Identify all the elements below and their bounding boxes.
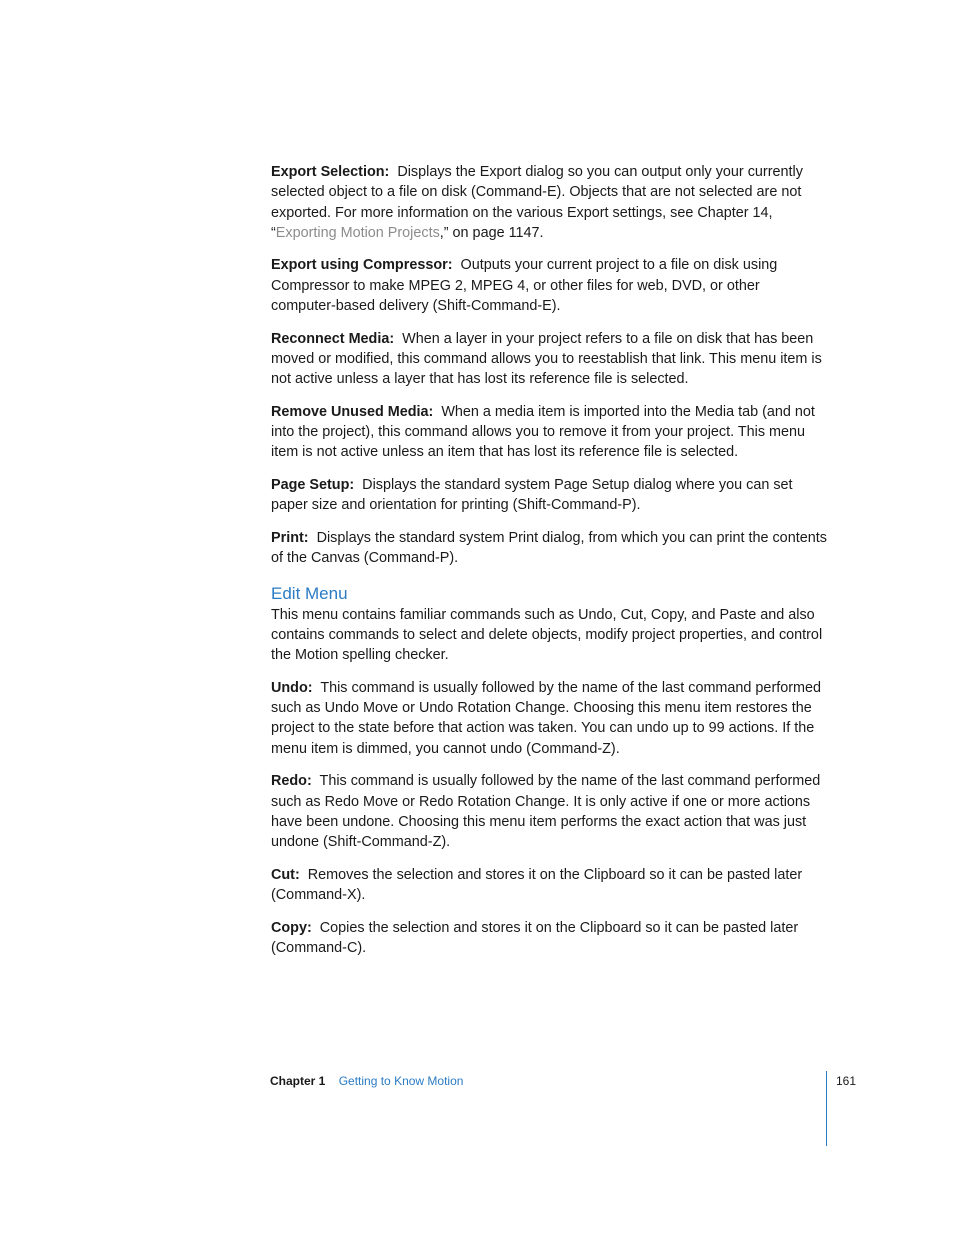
entry-term: Redo:	[271, 773, 312, 790]
entry-text: Displays the standard system Print dialog, from which you can print the contents of the Canvas (Command-P).	[271, 529, 827, 567]
entry-term: Export Selection:	[271, 164, 390, 180]
page-number: 161	[836, 1074, 857, 1088]
entry-term: Copy:	[271, 919, 312, 936]
entry-print	[271, 528, 827, 569]
entry-term: Remove Unused Media:	[271, 403, 434, 420]
entry-redo	[271, 771, 827, 852]
entry-text: When a layer in your project refers to a file on disk that has been moved or modified, this command allows you to reestablish that link. This menu item is not active unless a layer that has lost its reference file is selected.	[271, 330, 822, 388]
entry-page-setup	[271, 475, 827, 516]
entry-text: Outputs your current project to a file on disk using Compressor to make MPEG 2, MPEG 4, or other files for web, DVD, or other computer-based delivery (Shift-Command-E).	[271, 257, 778, 315]
entry-cut	[271, 865, 827, 906]
entry-export-using-compressor	[271, 255, 827, 316]
page-body	[271, 162, 827, 970]
entry-term: Reconnect Media:	[271, 330, 395, 347]
entry-text-after-link: ,” on page 1147.	[439, 224, 544, 241]
cross-reference-link[interactable]: Exporting Motion Projects	[275, 224, 440, 241]
section-heading: Edit Menu	[271, 583, 348, 603]
entry-undo	[271, 678, 827, 759]
entry-term: Export using Compressor:	[271, 257, 453, 274]
footer-chapter-title[interactable]: Getting to Know Motion	[338, 1074, 464, 1088]
entry-text: Displays the Export dialog so you can output only your currently selected object to a file on disk (Command-E). Objects that are not selected are not exported. For more information on the various Export settings, see Chapter 14, “	[271, 164, 803, 241]
entry-copy	[271, 918, 827, 959]
entry-term: Cut:	[271, 866, 300, 883]
entry-reconnect-media	[271, 329, 827, 390]
entry-export-selection	[271, 162, 827, 243]
entry-remove-unused-media	[271, 402, 827, 463]
entry-text: This command is usually followed by the name of the last command performed such as Redo Move or Redo Rotation Change. It is only active if one or more actions have been undone. Choosing this menu item performs the exact action that was just undone (Shift-Command-Z).	[271, 773, 821, 851]
entry-term: Page Setup:	[271, 477, 355, 494]
entry-text: This command is usually followed by the name of the last command performed such as Undo Move or Undo Rotation Change. Choosing this menu item restores the project to the state before that action was taken. You can undo up to 99 actions. If the menu item is dimmed, you cannot undo (Command-Z).	[271, 679, 822, 757]
entry-term: Print:	[271, 529, 309, 546]
footer-divider	[826, 1071, 827, 1146]
footer-chapter-label: Chapter 1	[270, 1074, 326, 1088]
entry-text: Removes the selection and stores it on the Clipboard so it can be pasted later (Command-X).	[271, 866, 803, 903]
entry-term: Undo:	[271, 679, 313, 696]
entry-text: Displays the standard system Page Setup dialog where you can set paper size and orientation for printing (Shift-Command-P).	[271, 477, 793, 514]
page-footer	[270, 1073, 463, 1089]
entry-text: Copies the selection and stores it on the Clipboard so it can be pasted later (Command-C).	[271, 919, 799, 956]
section-intro: This menu contains familiar commands such as Undo, Cut, Copy, and Paste and also contains commands to select and delete objects, modify project properties, and control the Motion spelling checker.	[271, 606, 823, 664]
entry-text: When a media item is imported into the Media tab (and not into the project), this command allows you to remove it from your project. This menu item is not active unless an item that has lost its reference file is selected.	[271, 403, 815, 461]
